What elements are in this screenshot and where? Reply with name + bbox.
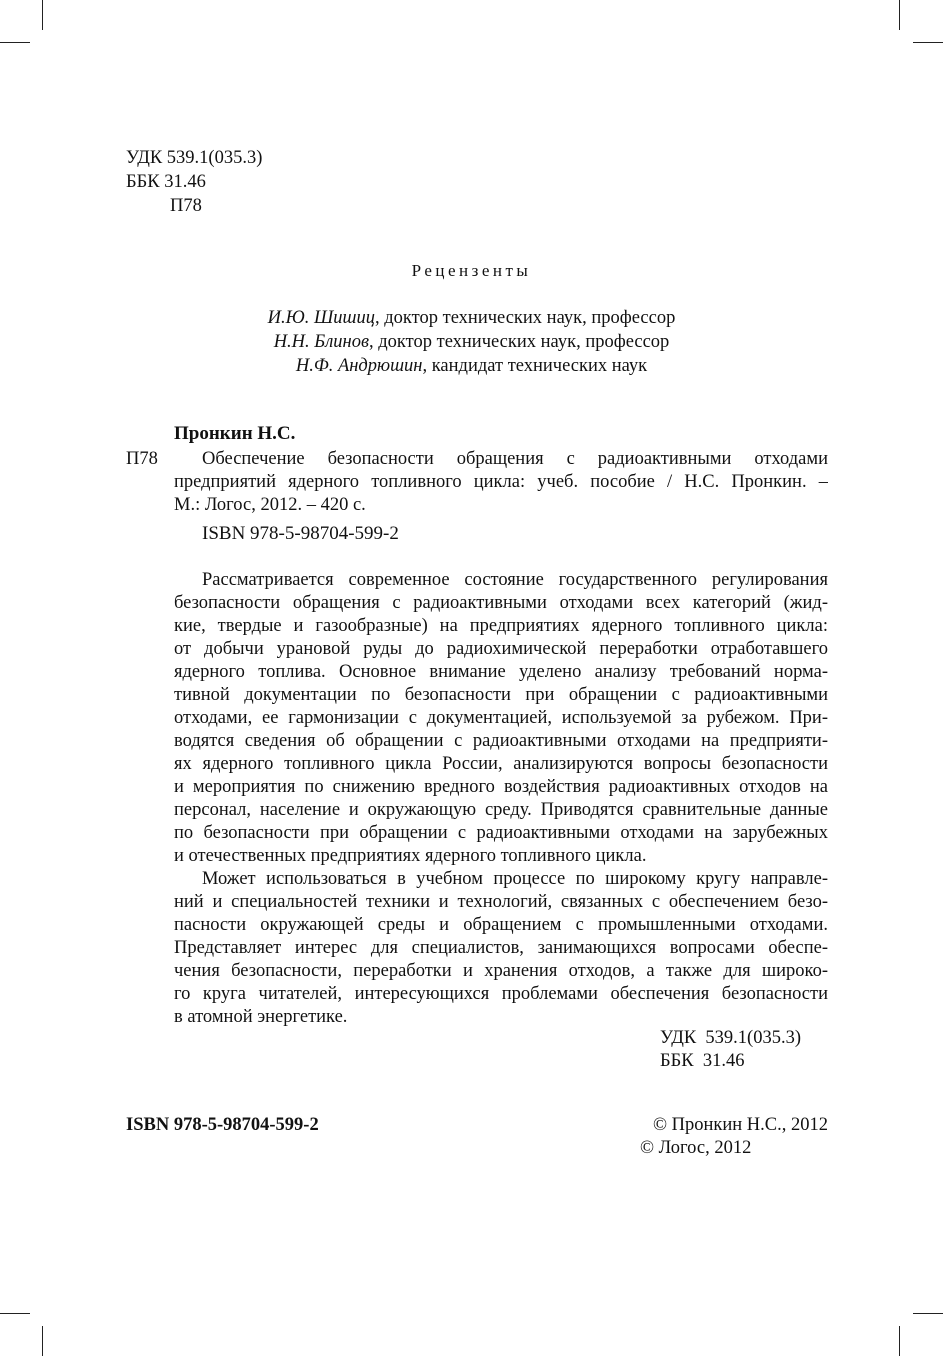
reviewer-2-desc: , доктор технических наук, профессор [368,332,670,352]
bottom-bbk: ББК 31.46 [660,1051,745,1071]
entry-title-line-3: М.: Логос, 2012. – 420 с. [174,495,366,515]
crop-mark-top-left-vertical [42,0,43,30]
reviewer-1 [0,306,943,330]
bottom-udk: УДК 539.1(035.3) [660,1028,802,1048]
abstract-line-15: ний и специальностей техники и технологий, связанных с обеспечением безо- [174,892,828,912]
crop-mark-bottom-left-horizontal [0,1313,30,1314]
crop-mark-bottom-right-vertical [899,1326,900,1356]
abstract-line-19: го круга читателей, интересующихся проблемами обеспечения безопасности [174,984,828,1004]
abstract-line-8: водятся сведения об обращении с радиоактивными отходами на предприяти- [174,731,828,751]
entry-code: П78 [126,449,158,469]
abstract-line-14: Может использоваться в учебном процессе по широкому кругу направле- [202,869,828,889]
abstract-line-1: Рассматривается современное состояние государственного регулирования [202,570,828,590]
abstract-line-9: ях ядерного топливного цикла России, анализируются вопросы безопасности [174,754,828,774]
crop-mark-top-right-horizontal [913,42,943,43]
abstract-line-17: Представляет интерес для специалистов, занимающихся вопросами обеспе- [174,938,828,958]
abstract-line-18: чения безопасности, переработки и хранения отходов, а также для широко- [174,961,828,981]
entry-title-line-2: предприятий ядерного топливного цикла: учеб. пособие / Н.С. Пронкин. – [174,472,828,492]
reviewer-2 [0,330,943,354]
reviewer-3-desc: , кандидат технических наук [422,356,648,376]
reviewer-3 [0,354,943,378]
abstract-line-12: по безопасности при обращении с радиоактивными отходами на зарубежных [174,823,828,843]
abstract-line-6: тивной документации по безопасности при обращении с радиоактивными [174,685,828,705]
reviewer-1-desc: , доктор технических наук, профессор [375,308,676,328]
reviewer-3-name: Н.Ф. Андрюшин [295,356,423,376]
abstract-line-11: персонал, население и окружающую среду. Приводятся сравнительные данные [174,800,828,820]
abstract-line-20: в атомной энергетике. [174,1007,348,1027]
reviewer-2-name: Н.Н. Блинов [273,332,369,352]
top-author-code: П78 [170,196,202,216]
entry-isbn: ISBN 978-5-98704-599-2 [202,523,399,544]
reviewers-list [0,306,943,378]
abstract-line-13: и отечественных предприятиях ядерного топливного цикла. [174,846,647,866]
top-bbk: ББК 31.46 [126,172,206,192]
abstract-line-2: безопасности обращения с радиоактивными отходами всех категорий (жид- [174,593,828,613]
abstract-line-10: и мероприятия по снижению вредного воздействия радиоактивных отходов на [174,777,828,797]
abstract-line-4: от добычи урановой руды до радиохимической переработки отработавшего [174,639,828,659]
abstract-line-5: ядерного топлива. Основное внимание уделено анализу требований норма- [174,662,828,682]
top-classification [126,146,262,218]
crop-mark-top-left-horizontal [0,42,30,43]
abstract-line-16: пасности окружающей среды и обращением с промышленными отходами. [174,915,828,935]
footer-isbn: ISBN 978-5-98704-599-2 [126,1115,319,1135]
copyright-author: © Пронкин Н.С., 2012 [652,1115,828,1135]
abstract-line-3: кие, твердые и газообразные) на предприятиях ядерного топливного цикла: [174,616,828,636]
crop-mark-bottom-left-vertical [42,1326,43,1356]
reviewers-heading: Рецензенты [411,261,532,280]
copyright-publisher: © Логос, 2012 [640,1138,752,1158]
top-udk: УДК 539.1(035.3) [126,148,263,168]
abstract-line-7: отходами, ее гармонизации с документацией, используемой за рубежом. При- [174,708,828,728]
crop-mark-bottom-right-horizontal [913,1313,943,1314]
entry-title-line-1: Обеспечение безопасности обращения с радиоактивными отходами [202,449,828,469]
reviewer-1-name: И.Ю. Шишиц [267,308,375,328]
entry-author: Пронкин Н.С. [174,423,296,444]
crop-mark-top-right-vertical [899,0,900,30]
